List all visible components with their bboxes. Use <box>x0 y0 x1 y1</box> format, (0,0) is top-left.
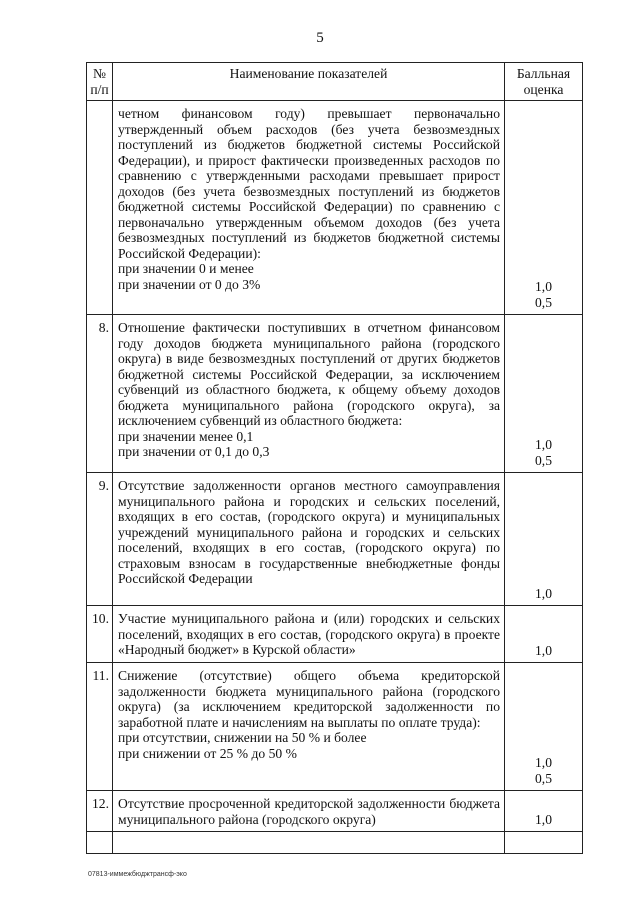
score-value: 1,0 <box>535 585 552 601</box>
header-num: № п/п <box>87 63 113 101</box>
row-number: 10. <box>87 606 113 663</box>
indicator-text: Отсутствие просроченной кредиторской задолженности бюджета муниципального района (городского округа) <box>118 796 500 827</box>
row-number: 11. <box>87 663 113 791</box>
row-number: 9. <box>87 473 113 606</box>
table-row <box>87 606 583 663</box>
row-number <box>87 101 113 315</box>
score-cell <box>505 101 583 315</box>
row-number: 12. <box>87 791 113 832</box>
score-value: 0,5 <box>535 770 552 786</box>
header-score: Балльная оценка <box>505 63 583 101</box>
table-row <box>87 101 583 315</box>
empty-cell <box>87 832 113 854</box>
indicator-option: при значении от 0,1 до 0,3 <box>118 444 270 459</box>
table-row <box>87 791 583 832</box>
indicator-cell <box>113 315 505 473</box>
score-value: 1,0 <box>535 811 552 827</box>
indicator-text: Участие муниципального района и (или) городских и сельских поселений, входящих в его состав, (городского округа) в проекте «Народный бюджет» в Курской области» <box>118 611 500 657</box>
indicator-cell <box>113 606 505 663</box>
score-value: 0,5 <box>535 294 552 310</box>
header-name: Наименование показателей <box>113 63 505 101</box>
indicator-cell <box>113 791 505 832</box>
score-cell <box>505 473 583 606</box>
score-cell <box>505 791 583 832</box>
score-value: 0,5 <box>535 452 552 468</box>
table-row-empty <box>87 832 583 854</box>
empty-cell <box>505 832 583 854</box>
empty-cell <box>113 832 505 854</box>
page-number: 5 <box>316 30 324 46</box>
indicators-table <box>86 62 583 854</box>
table-header-row <box>87 63 583 101</box>
table-row <box>87 315 583 473</box>
score-cell <box>505 606 583 663</box>
indicator-option: при снижении от 25 % до 50 % <box>118 745 297 761</box>
indicator-text: четном финансовом году) превышает первоначально утвержденный объем расходов (без учета безвозмездных поступлений из бюджетов бюджетной системы Российской Федерации), и прирост фактически произведенных расходов по сравнению с утвержденными расходами превышает прирост доходов (без учета безвозмездных поступлений из бюджетов бюджетной системы Российской Федерации) по сравнению с первоначально утвержденным объемом доходов (без учета безвозмездных поступлений из бюджетов бюджетной системы Российской Федерации): <box>118 106 500 261</box>
score-value: 1,0 <box>535 279 552 294</box>
indicator-cell <box>113 101 505 315</box>
indicator-option: при значении от 0 до 3% <box>118 276 261 292</box>
indicator-text: Снижение (отсутствие) общего объема кредиторской задолженности бюджета муниципального района (городского округа) (за исключением кредиторской задолженности по заработной плате и начислениям на выплаты по оплате труда): <box>118 668 500 730</box>
table-row <box>87 663 583 791</box>
indicator-option: при значении 0 и менее <box>118 261 254 276</box>
score-value: 1,0 <box>535 437 552 452</box>
score-cell <box>505 315 583 473</box>
row-number: 8. <box>87 315 113 473</box>
document-footer-code: 07813-иммежбюджтрансф-эко <box>88 871 187 878</box>
indicator-cell <box>113 473 505 606</box>
indicator-text: Отношение фактически поступивших в отчетном финансовом году доходов бюджета муниципального района (городского округа) в виде безвозмездных поступлений от других бюджетов бюджетной системы Российской Федерации, за исключением субвенций из областного бюджета, к общему объему доходов бюджета муниципального района (городского округа), за исключением субвенций из областного бюджета: <box>118 320 500 428</box>
indicator-cell <box>113 663 505 791</box>
indicator-option: при значении менее 0,1 <box>118 428 254 444</box>
score-value: 1,0 <box>535 755 552 770</box>
score-value: 1,0 <box>535 642 552 658</box>
indicator-text: Отсутствие задолженности органов местного самоуправления муниципального района и городских и сельских поселений, входящих в его состав, (городского округа) и муниципальных учреждений муниципального района и городских и сельских поселений, входящих в его состав, (городского округа) по страховым взносам в государственные внебюджетные фонды Российской Федерации <box>118 478 500 586</box>
table-row <box>87 473 583 606</box>
score-cell <box>505 663 583 791</box>
indicator-option: при отсутствии, снижении на 50 % и более <box>118 730 367 745</box>
